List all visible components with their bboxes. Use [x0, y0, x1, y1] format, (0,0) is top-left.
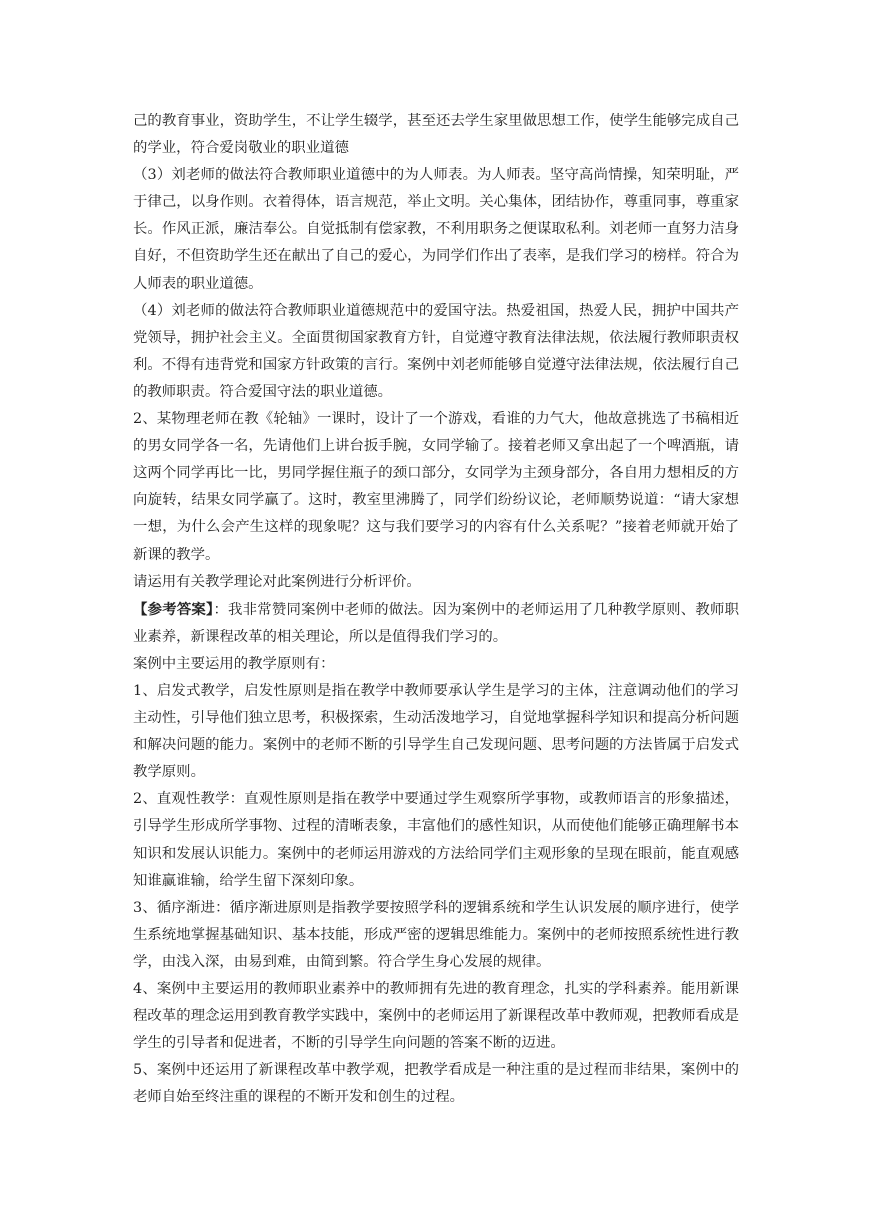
- paragraph-case-2: 2、某物理老师在教《轮轴》一课时，设计了一个游戏，看谁的力气大，他故意挑选了书稿相近的男女同学各一名，先请他们上讲台扳手腕，女同学输了。接着老师又拿出起了一个啤酒瓶，请这两个同学再比一比，男同学握住瓶子的颈口部分，女同学为主颈身部分，各自用力想相反的方向旋转，结果女同学赢了。这时，教室里沸腾了，同学们纷纷议论，老师顺势说道：“请大家想一想，为什么会产生这样的现象呢？这与我们要学习的内容有什么关系呢？”接着老师就开始了新课的教学。: [133, 411, 739, 563]
- paragraph-principle-4: 4、案例中主要运用的教师职业素养中的教师拥有先进的教育理念，扎实的学科素养。能用新课程改革的理念运用到教育教学实践中，案例中的老师运用了新课程改革中教师观，把教师看成是学生的引导者和促进者，不断的引导学生向问题的答案不断的迈进。: [133, 981, 739, 1052]
- paragraph-question: 请运用有关教学理论对此案例进行分析评价。: [133, 573, 421, 590]
- paragraph-principle-1: 1、启发式教学，启发性原则是指在教学中教师要承认学生是学习的主体，注意调动他们的学习主动性，引导他们独立思考，积极探索，生动活泼地学习，自觉地掌握科学知识和提高分析问题和解决问题的能力。案例中的老师不断的引导学生自己发现问题、思考问题的方法皆属于启发式教学原则。: [133, 682, 739, 781]
- paragraph-principles-intro: 案例中主要运用的教学原则有：: [133, 655, 335, 672]
- reference-answer-label: 【参考答案】: [133, 600, 214, 618]
- reference-answer-text: ：我非常赞同案例中老师的做法。因为案例中的老师运用了几种教学原则、教师职业素养，新课程改革的相关理论，所以是值得我们学习的。: [133, 601, 739, 645]
- paragraph-principle-2: 2、直观性教学：直观性原则是指在教学中要通过学生观察所学事物，或教师语言的形象描述，引导学生形成所学事物、过程的清晰表象，丰富他们的感性知识，从而使他们能够正确理解书本知识和发展认识能力。案例中的老师运用游戏的方法给同学们主观形象的呈现在眼前，能直观感知谁赢谁输，给学生留下深刻印象。: [133, 791, 739, 889]
- paragraph-reference-answer: [133, 596, 739, 651]
- paragraph-point-4: （4）刘老师的做法符合教师职业道德规范中的爱国守法。热爱祖国，热爱人民，拥护中国共产党领导，拥护社会主义。全面贯彻国家教育方针，自觉遵守教育法律法规，依法履行教师职责权利。不得有违背党和国家方针政策的言行。案例中刘老师能够自觉遵守法律法规，依法履行自己的教师职责。符合爱国守法的职业道德。: [133, 302, 739, 400]
- paragraph-principle-5: 5、案例中还运用了新课程改革中教学观，把教学看成是一种注重的是过程而非结果，案例中的老师自始至终注重的课程的不断开发和创生的过程。: [133, 1062, 739, 1106]
- paragraph-point-3: （3）刘老师的做法符合教师职业道德中的为人师表。为人师表。坚守高尚情操，知荣明耻，严于律己，以身作则。衣着得体，语言规范，举止文明。关心集体，团结协作，尊重同事，尊重家长。作风正派，廉洁奉公。自觉抵制有偿家教，不利用职务之便谋取私利。刘老师一直努力洁身自好，不但资助学生还在献出了自己的爱心，为同学们作出了表率，是我们学习的榜样。符合为人师表的职业道德。: [133, 167, 739, 292]
- paragraph-principle-3: 3、循序渐进：循序渐进原则是指教学要按照学科的逻辑系统和学生认识发展的顺序进行，使学生系统地掌握基础知识、基本技能，形成严密的逻辑思维能力。案例中的老师按照系统性进行教学，由浅入深，由易到难，由简到繁。符合学生身心发展的规律。: [133, 899, 739, 970]
- paragraph-continuation: 己的教育事业，资助学生，不让学生辍学，甚至还去学生家里做思想工作，使学生能够完成自己的学业，符合爱岗敬业的职业道德: [133, 113, 739, 157]
- document-page: [133, 108, 739, 1111]
